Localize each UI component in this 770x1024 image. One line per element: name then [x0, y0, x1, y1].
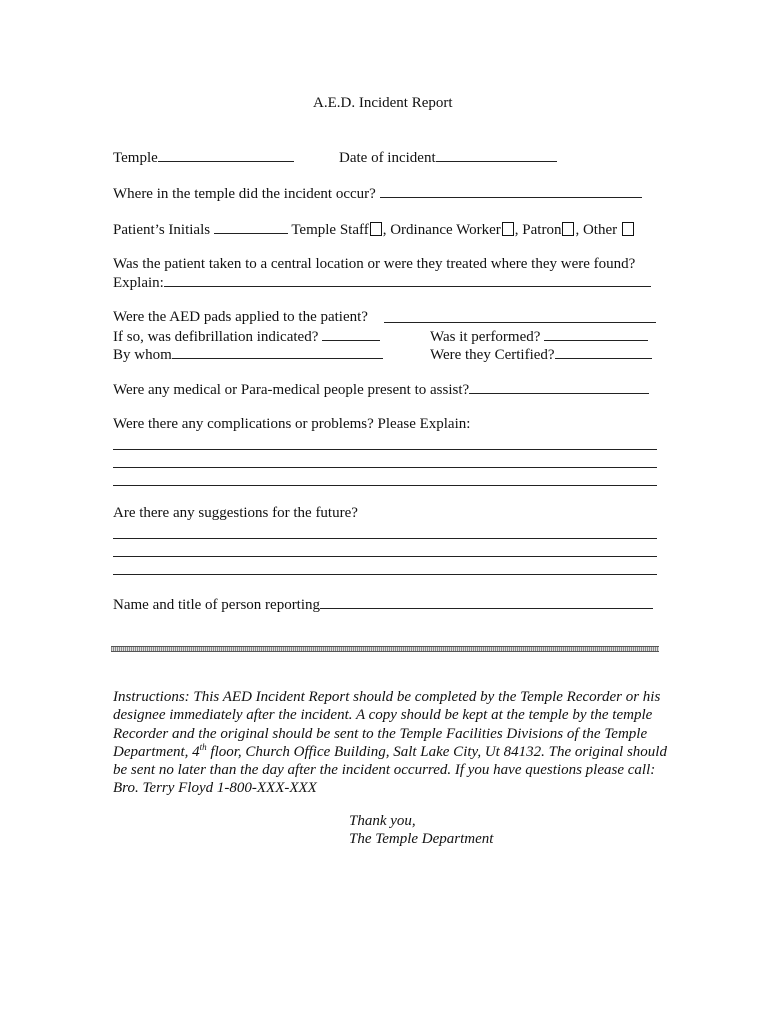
ordinance-label: , Ordinance Worker	[382, 222, 501, 238]
reporter-field	[113, 594, 653, 614]
instructions-paragraph	[113, 688, 673, 798]
complications-line-1[interactable]	[113, 449, 657, 450]
medical-label: Were any medical or Para-medical people present to assist?	[113, 382, 470, 398]
other-label: , Other	[575, 222, 618, 238]
patron-checkbox[interactable]	[562, 222, 574, 236]
date-label: Date of incident	[339, 150, 436, 166]
whom-blank[interactable]	[172, 344, 383, 359]
temple-blank[interactable]	[158, 147, 294, 162]
temple-label: Temple	[113, 150, 158, 166]
certified-blank[interactable]	[555, 344, 652, 359]
ordinance-checkbox[interactable]	[502, 222, 514, 236]
defib-label: If so, was defibrillation indicated?	[113, 329, 319, 345]
certified-field	[430, 344, 652, 364]
whom-label: By whom	[113, 347, 172, 363]
defib-field	[113, 326, 380, 346]
whom-field	[113, 344, 383, 364]
complications-line-3[interactable]	[113, 485, 657, 486]
defib-blank[interactable]	[322, 326, 380, 341]
suggestions-line-1[interactable]	[113, 538, 657, 539]
certified-label: Were they Certified?	[430, 347, 555, 363]
closing-department: The Temple Department	[349, 831, 494, 847]
staff-label: Temple Staff	[291, 222, 369, 238]
explain-blank[interactable]	[164, 272, 651, 287]
instructions-sup: th	[199, 741, 207, 752]
where-field	[113, 183, 642, 203]
initials-label: Patient’s Initials	[113, 222, 211, 238]
pads-label: Were the AED pads applied to the patient?	[113, 309, 368, 325]
medical-field	[113, 379, 649, 399]
page-title: A.E.D. Incident Report	[313, 95, 453, 111]
initials-blank[interactable]	[214, 219, 288, 234]
closing-thanks: Thank you,	[349, 813, 416, 829]
performed-blank[interactable]	[544, 326, 648, 341]
suggestions-line-2[interactable]	[113, 556, 657, 557]
staff-checkbox[interactable]	[370, 222, 382, 236]
pads-blank-wrap	[384, 308, 656, 328]
instructions-text-2: floor, Church Office Building, Salt Lake City, Ut 84132. The original should be sent no later than the day after the incident occurred. If you have questions please call: Bro. Terry Floyd 1-800-XXX-XXX	[113, 743, 667, 797]
suggestions-label: Are there any suggestions for the future?	[113, 505, 358, 521]
temple-field	[113, 147, 294, 167]
explain-label: Explain:	[113, 275, 164, 291]
pads-blank[interactable]	[384, 308, 656, 323]
other-checkbox[interactable]	[622, 222, 634, 236]
reporter-label: Name and title of person reporting	[113, 597, 321, 613]
where-label: Where in the temple did the incident occur?	[113, 186, 376, 202]
date-field	[339, 147, 557, 167]
explain-field	[113, 272, 651, 292]
central-question: Was the patient taken to a central location or were they treated where they were found?	[113, 256, 636, 272]
section-divider	[111, 646, 659, 652]
date-blank[interactable]	[436, 147, 557, 162]
complications-line-2[interactable]	[113, 467, 657, 468]
performed-label: Was it performed?	[430, 329, 541, 345]
patron-label: , Patron	[514, 222, 562, 238]
where-blank[interactable]	[380, 183, 642, 198]
instructions-text-1: Instructions: This AED Incident Report should be completed by the Temple Recorder or his designee immediately after the incident. A copy should be kept at the temple by the temple Recorder and the original should be sent to the Temple Facilities Divisions of the Temple Department, 4	[113, 689, 661, 760]
complications-label: Were there any complications or problems? Please Explain:	[113, 416, 471, 432]
medical-blank[interactable]	[469, 379, 649, 394]
reporter-blank[interactable]	[320, 594, 653, 609]
performed-field	[430, 326, 648, 346]
suggestions-line-3[interactable]	[113, 574, 657, 575]
patient-row	[113, 219, 635, 239]
